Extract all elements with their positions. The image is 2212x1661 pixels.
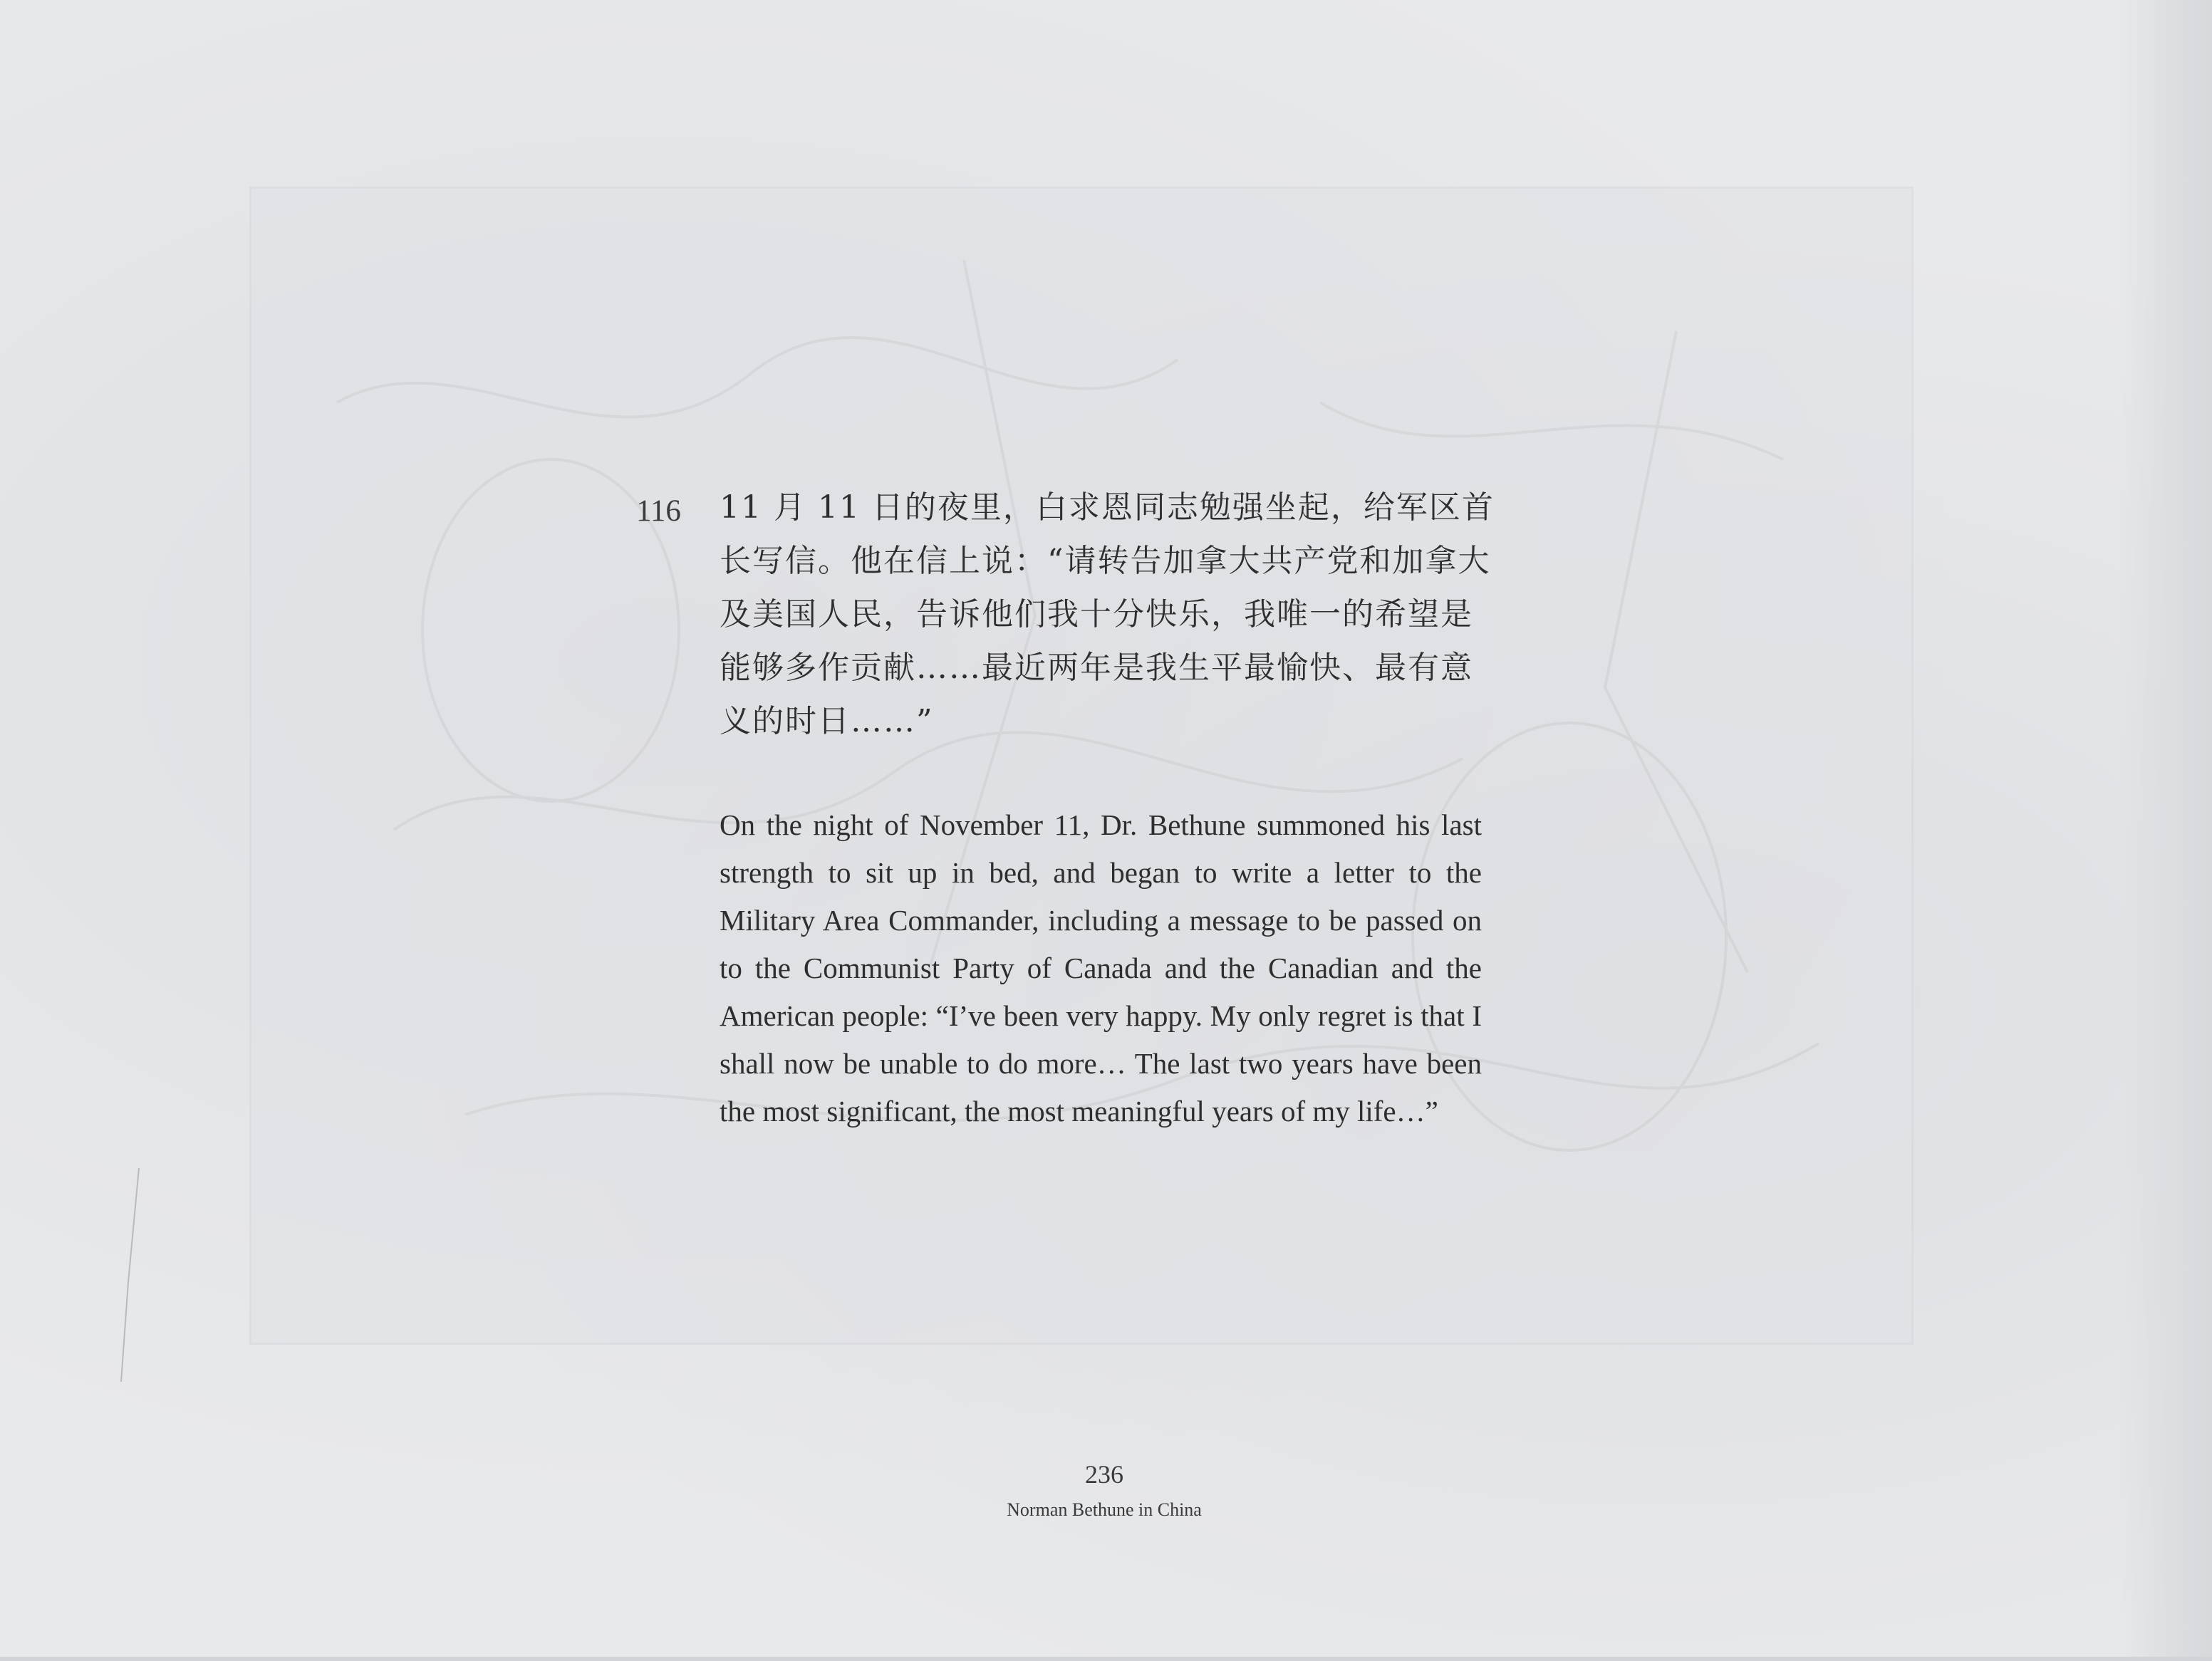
book-title: Norman Bethune in China: [1007, 1499, 1202, 1520]
caption-number: 116: [636, 494, 681, 528]
page-edge-shadow: [2119, 0, 2212, 1661]
pencil-mark: [107, 1168, 150, 1382]
caption-text-block: [720, 481, 1496, 1135]
caption-english-text: On the night of November 11, Dr. Bethune summoned his last strength to sit up in bed, and began to write a letter to the Military Area Commander, including a message to be passed on to the Communist Party of Canada and the Canadian and the American people: “I’ve been very happy. My only regret is that I shall now be unable to do more… The last two years have been the most significant, the most meaningful years of my life…”: [720, 808, 1482, 1128]
caption-chinese-text: 11 月 11 日的夜里，白求恩同志勉强坐起，给军区首长写信。他在信上说：“请转告加拿大共产党和加拿大及美国人民，告诉他们我十分快乐，我唯一的希望是能够多作贡献……最近两年是我生平最愉快、最有意义的时日……”: [720, 489, 1495, 739]
page-footer: [890, 1457, 1318, 1522]
page-bottom-edge: [0, 1657, 2212, 1661]
page-number: 236: [1085, 1460, 1123, 1489]
